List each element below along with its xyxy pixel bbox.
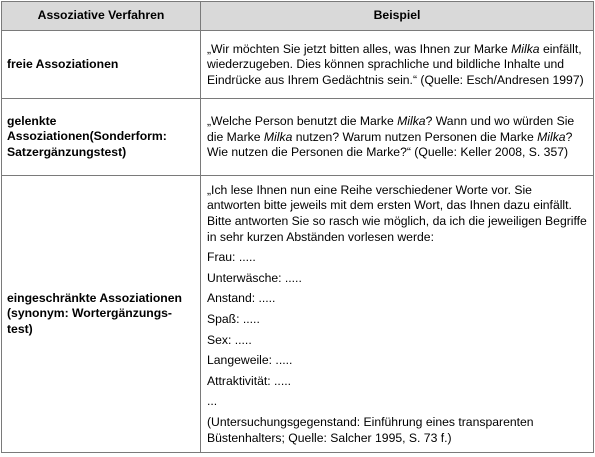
- table-row: [2, 31, 594, 99]
- word-item: Attraktivität: .....: [207, 373, 291, 388]
- brand-name: Milka: [537, 129, 566, 144]
- word-item: Sex: .....: [207, 332, 252, 347]
- example-text: „Wir möchten Sie jetzt bitten alles, was Ihnen zur Marke: [207, 41, 512, 56]
- example-text: nutzen? Warum nutzen Personen die Marke: [292, 129, 538, 144]
- instruction-text: „Ich lese Ihnen nun eine Reihe verschiedener Worte vor. Sie antworten bitte jeweils mit dem ersten Wort, das Ihnen dazu einfällt. Bitte antworten Sie so rasch wie möglich, da ich die jeweiligen Begriffe in sehr kurzen Abständen vorlesen werde:: [207, 182, 587, 244]
- source-note: (Untersuchungsgegenstand: Einführung eines transparenten Büstenhalters; Quelle: Salcher 1995, S. 73 f.): [207, 414, 534, 445]
- brand-name: Milka: [511, 41, 540, 56]
- word-item: Anstand: .....: [207, 291, 276, 306]
- word-item: Spaß: .....: [207, 312, 260, 326]
- brand-name: Milka: [397, 114, 426, 129]
- method-cell: gelenkte Assoziationen(Sonderform: Satzergänzungstest): [2, 99, 201, 176]
- example-cell: [201, 99, 594, 176]
- brand-name: Milka: [263, 129, 293, 144]
- example-cell: [201, 176, 594, 453]
- word-item: Unterwäsche: .....: [207, 270, 302, 285]
- association-methods-table: [1, 1, 594, 453]
- word-item: Frau: .....: [207, 250, 256, 265]
- example-text: ? Wie nutzen die Personen die Marke?“ (Quelle: Keller 2008, S. 357): [207, 129, 573, 160]
- method-cell: freie Assoziationen: [2, 31, 201, 99]
- example-text: „Welche Person benutzt die Marke: [207, 114, 398, 129]
- method-cell: eingeschränkte Assoziationen (synonym: Wortergänzungs-test): [2, 176, 201, 453]
- table-row: [2, 176, 594, 453]
- column-header-methods: Assoziative Verfahren: [2, 2, 201, 31]
- example-cell: [201, 31, 594, 99]
- table-header-row: [2, 2, 594, 31]
- example-text: ? Wann und wo würden Sie die Marke: [207, 114, 575, 144]
- column-header-example: Beispiel: [201, 2, 594, 31]
- word-item: ...: [207, 394, 218, 409]
- example-text: einfällt, wiederzugeben. Dies können sprachliche und bildliche Inhalte und Eindrücke aus Ihrem Gedächtnis sein.“ (Quelle: Esch/Andresen 1997): [207, 41, 584, 87]
- table-row: [2, 99, 594, 176]
- word-item: Langeweile: .....: [207, 353, 293, 368]
